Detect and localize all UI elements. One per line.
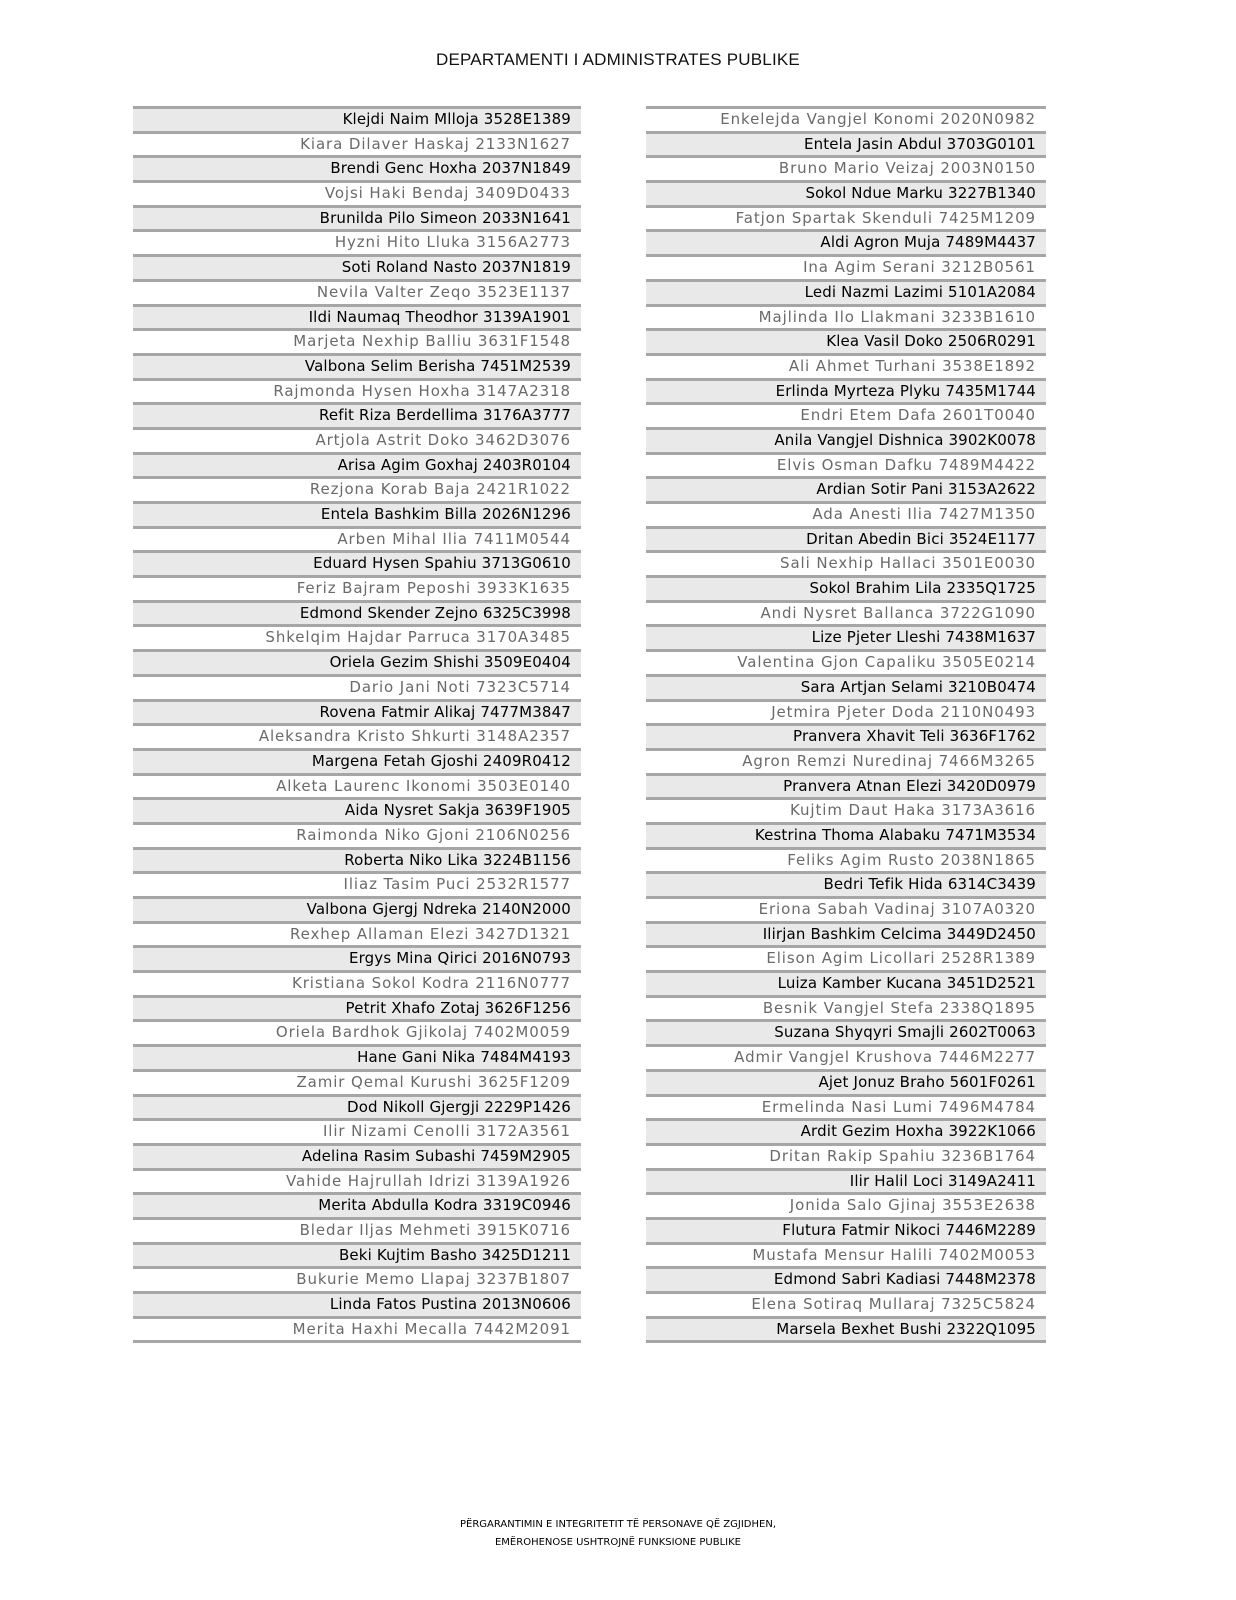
list-item: Ermelinda Nasi Lumi 7496M4784 — [646, 1094, 1046, 1119]
list-item: Lize Pjeter Lleshi 7438M1637 — [646, 624, 1046, 649]
list-item: Bukurie Memo Llapaj 3237B1807 — [133, 1266, 581, 1291]
list-item: Sara Artjan Selami 3210B0474 — [646, 674, 1046, 699]
list-item: Enkelejda Vangjel Konomi 2020N0982 — [646, 106, 1046, 131]
list-item: Merita Haxhi Mecalla 7442M2091 — [133, 1316, 581, 1341]
list-item: Marsela Bexhet Bushi 2322Q1095 — [646, 1316, 1046, 1341]
list-item: Bledar Iljas Mehmeti 3915K0716 — [133, 1217, 581, 1242]
list-item: Elvis Osman Dafku 7489M4422 — [646, 452, 1046, 477]
list-item: Shkelqim Hajdar Parruca 3170A3485 — [133, 624, 581, 649]
list-item: Edmond Skender Zejno 6325C3998 — [133, 600, 581, 625]
list-item: Ada Anesti Ilia 7427M1350 — [646, 501, 1046, 526]
list-item: Fatjon Spartak Skenduli 7425M1209 — [646, 205, 1046, 230]
list-item: Beki Kujtim Basho 3425D1211 — [133, 1242, 581, 1267]
column-bottom-rule — [646, 1340, 1046, 1343]
list-item: Ilirjan Bashkim Celcima 3449D2450 — [646, 921, 1046, 946]
list-item: Brendi Genc Hoxha 2037N1849 — [133, 155, 581, 180]
list-item: Ina Agim Serani 3212B0561 — [646, 254, 1046, 279]
list-item: Rajmonda Hysen Hoxha 3147A2318 — [133, 378, 581, 403]
page-footer — [0, 1516, 1236, 1552]
list-item: Admir Vangjel Krushova 7446M2277 — [646, 1044, 1046, 1069]
list-item: Vojsi Haki Bendaj 3409D0433 — [133, 180, 581, 205]
list-item: Kiara Dilaver Haskaj 2133N1627 — [133, 131, 581, 156]
list-item: Anila Vangjel Dishnica 3902K0078 — [646, 427, 1046, 452]
list-item: Margena Fetah Gjoshi 2409R0412 — [133, 748, 581, 773]
list-item: Suzana Shyqyri Smajli 2602T0063 — [646, 1019, 1046, 1044]
list-item: Merita Abdulla Kodra 3319C0946 — [133, 1192, 581, 1217]
list-item: Oriela Bardhok Gjikolaj 7402M0059 — [133, 1019, 581, 1044]
list-item: Aida Nysret Sakja 3639F1905 — [133, 797, 581, 822]
list-item: Sali Nexhip Hallaci 3501E0030 — [646, 550, 1046, 575]
list-item: Hyzni Hito Lluka 3156A2773 — [133, 229, 581, 254]
left-name-column — [133, 106, 581, 1343]
list-item: Endri Etem Dafa 2601T0040 — [646, 402, 1046, 427]
list-item: Ilir Halil Loci 3149A2411 — [646, 1168, 1046, 1193]
list-item: Ildi Naumaq Theodhor 3139A1901 — [133, 304, 581, 329]
list-item: Rexhep Allaman Elezi 3427D1321 — [133, 921, 581, 946]
list-item: Entela Bashkim Billa 2026N1296 — [133, 501, 581, 526]
list-item: Arben Mihal Ilia 7411M0544 — [133, 526, 581, 551]
list-item: Ardit Gezim Hoxha 3922K1066 — [646, 1118, 1046, 1143]
list-item: Hane Gani Nika 7484M4193 — [133, 1044, 581, 1069]
list-item: Feriz Bajram Peposhi 3933K1635 — [133, 575, 581, 600]
list-item: Elison Agim Licollari 2528R1389 — [646, 945, 1046, 970]
list-item: Agron Remzi Nuredinaj 7466M3265 — [646, 748, 1046, 773]
list-item: Feliks Agim Rusto 2038N1865 — [646, 847, 1046, 872]
list-item: Eriona Sabah Vadinaj 3107A0320 — [646, 896, 1046, 921]
list-item: Mustafa Mensur Halili 7402M0053 — [646, 1242, 1046, 1267]
list-item: Bruno Mario Veizaj 2003N0150 — [646, 155, 1046, 180]
list-item: Pranvera Atnan Elezi 3420D0979 — [646, 773, 1046, 798]
list-item: Aleksandra Kristo Shkurti 3148A2357 — [133, 723, 581, 748]
list-item: Sokol Ndue Marku 3227B1340 — [646, 180, 1046, 205]
list-item: Dario Jani Noti 7323C5714 — [133, 674, 581, 699]
list-item: Raimonda Niko Gjoni 2106N0256 — [133, 822, 581, 847]
list-item: Rovena Fatmir Alikaj 7477M3847 — [133, 699, 581, 724]
list-item: Rezjona Korab Baja 2421R1022 — [133, 476, 581, 501]
list-item: Bedri Tefik Hida 6314C3439 — [646, 871, 1046, 896]
list-item: Dritan Rakip Spahiu 3236B1764 — [646, 1143, 1046, 1168]
list-item: Valbona Gjergj Ndreka 2140N2000 — [133, 896, 581, 921]
list-item: Soti Roland Nasto 2037N1819 — [133, 254, 581, 279]
list-item: Klejdi Naim Mlloja 3528E1389 — [133, 106, 581, 131]
list-item: Jetmira Pjeter Doda 2110N0493 — [646, 699, 1046, 724]
list-item: Flutura Fatmir Nikoci 7446M2289 — [646, 1217, 1046, 1242]
list-item: Besnik Vangjel Stefa 2338Q1895 — [646, 995, 1046, 1020]
list-item: Majlinda Ilo Llakmani 3233B1610 — [646, 304, 1046, 329]
list-item: Dod Nikoll Gjergji 2229P1426 — [133, 1094, 581, 1119]
list-item: Iliaz Tasim Puci 2532R1577 — [133, 871, 581, 896]
list-item: Luiza Kamber Kucana 3451D2521 — [646, 970, 1046, 995]
list-item: Elena Sotiraq Mullaraj 7325C5824 — [646, 1291, 1046, 1316]
footer-line-2: EMËROHENOSE USHTROJNË FUNKSIONE PUBLIKE — [494, 1537, 742, 1548]
list-item: Linda Fatos Pustina 2013N0606 — [133, 1291, 581, 1316]
list-item: Refit Riza Berdellima 3176A3777 — [133, 402, 581, 427]
list-item: Roberta Niko Lika 3224B1156 — [133, 847, 581, 872]
list-item: Zamir Qemal Kurushi 3625F1209 — [133, 1069, 581, 1094]
list-item: Edmond Sabri Kadiasi 7448M2378 — [646, 1266, 1046, 1291]
list-item: Eduard Hysen Spahiu 3713G0610 — [133, 550, 581, 575]
list-item: Nevila Valter Zeqo 3523E1137 — [133, 279, 581, 304]
list-item: Kestrina Thoma Alabaku 7471M3534 — [646, 822, 1046, 847]
right-name-column — [646, 106, 1046, 1343]
list-item: Ergys Mina Qirici 2016N0793 — [133, 945, 581, 970]
list-item: Aldi Agron Muja 7489M4437 — [646, 229, 1046, 254]
list-item: Klea Vasil Doko 2506R0291 — [646, 328, 1046, 353]
column-bottom-rule — [133, 1340, 581, 1343]
list-item: Vahide Hajrullah Idrizi 3139A1926 — [133, 1168, 581, 1193]
page-title: DEPARTAMENTI I ADMINISTRATES PUBLIKE — [436, 50, 800, 69]
list-item: Alketa Laurenc Ikonomi 3503E0140 — [133, 773, 581, 798]
list-item: Ardian Sotir Pani 3153A2622 — [646, 476, 1046, 501]
list-item: Dritan Abedin Bici 3524E1177 — [646, 526, 1046, 551]
list-item: Erlinda Myrteza Plyku 7435M1744 — [646, 378, 1046, 403]
list-item: Marjeta Nexhip Balliu 3631F1548 — [133, 328, 581, 353]
list-item: Kujtim Daut Haka 3173A3616 — [646, 797, 1046, 822]
list-item: Valbona Selim Berisha 7451M2539 — [133, 353, 581, 378]
list-item: Jonida Salo Gjinaj 3553E2638 — [646, 1192, 1046, 1217]
list-item: Adelina Rasim Subashi 7459M2905 — [133, 1143, 581, 1168]
list-item: Petrit Xhafo Zotaj 3626F1256 — [133, 995, 581, 1020]
footer-line-1: PËRGARANTIMIN E INTEGRITETIT TË PERSONAVE QË ZGJIDHEN, — [459, 1519, 777, 1530]
list-item: Ajet Jonuz Braho 5601F0261 — [646, 1069, 1046, 1094]
list-item: Ledi Nazmi Lazimi 5101A2084 — [646, 279, 1046, 304]
list-item: Entela Jasin Abdul 3703G0101 — [646, 131, 1046, 156]
list-item: Ali Ahmet Turhani 3538E1892 — [646, 353, 1046, 378]
list-item: Brunilda Pilo Simeon 2033N1641 — [133, 205, 581, 230]
list-item: Sokol Brahim Lila 2335Q1725 — [646, 575, 1046, 600]
list-item: Artjola Astrit Doko 3462D3076 — [133, 427, 581, 452]
list-item: Kristiana Sokol Kodra 2116N0777 — [133, 970, 581, 995]
list-item: Oriela Gezim Shishi 3509E0404 — [133, 649, 581, 674]
list-item: Ilir Nizami Cenolli 3172A3561 — [133, 1118, 581, 1143]
list-item: Valentina Gjon Capaliku 3505E0214 — [646, 649, 1046, 674]
list-item: Andi Nysret Ballanca 3722G1090 — [646, 600, 1046, 625]
list-item: Pranvera Xhavit Teli 3636F1762 — [646, 723, 1046, 748]
list-item: Arisa Agim Goxhaj 2403R0104 — [133, 452, 581, 477]
